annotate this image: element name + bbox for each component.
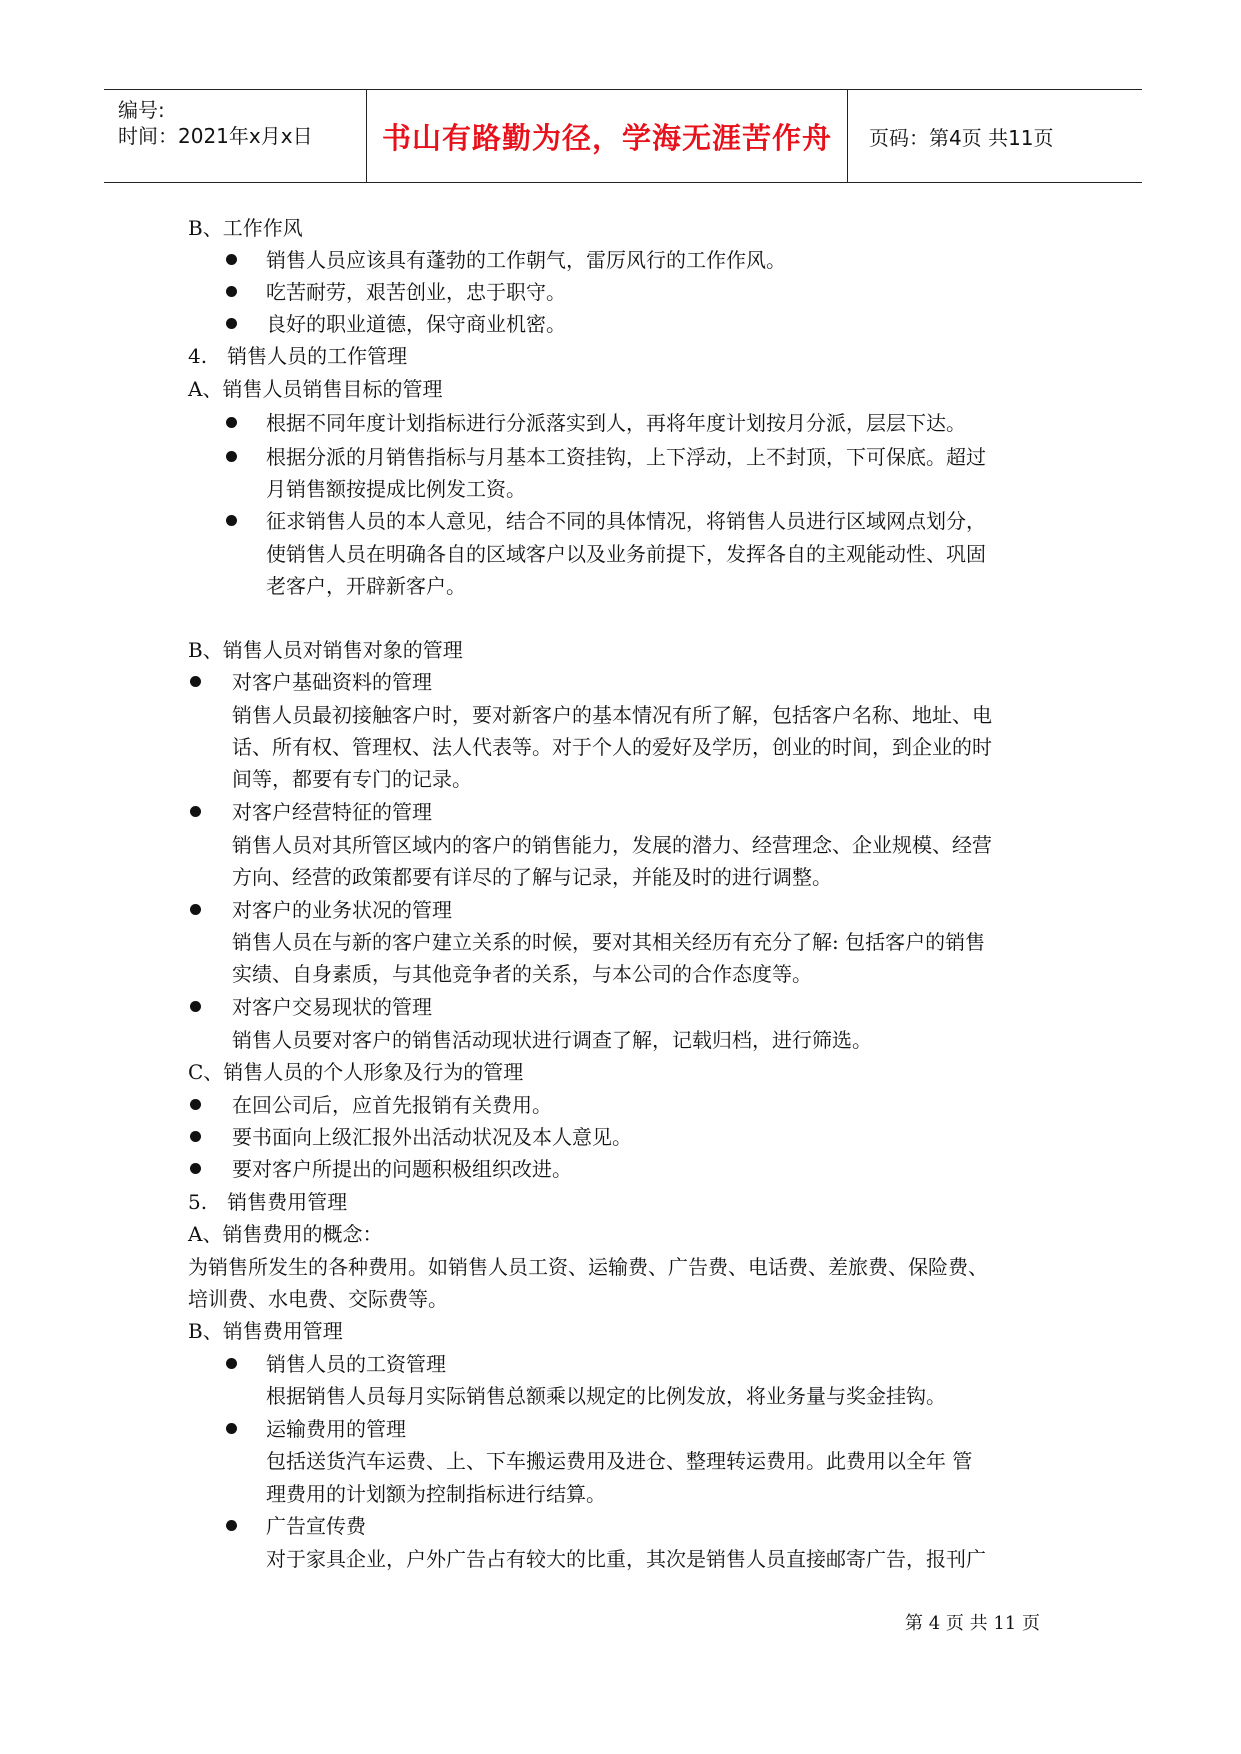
bullet-text: 吃苦耐劳，艰苦创业，忠于职守。 [266,280,566,304]
paragraph-line: 对于家具企业，户外广告占有较大的比重，其次是销售人员直接邮寄广告，报刊广 [266,1547,986,1571]
paragraph-line: 间等，都要有专门的记录。 [232,767,472,791]
bullet-icon [226,318,237,329]
paragraph-line: 培训费、水电费、交际费等。 [188,1287,448,1311]
bullet-icon [190,676,201,687]
bullet-text: 广告宣传费 [266,1514,366,1538]
paragraph-line: 为销售所发生的各种费用。如销售人员工资、运输费、广告费、电话费、差旅费、保险费、 [188,1255,988,1279]
section-heading: B、工作作风 [188,216,303,240]
bullet-text: 销售人员应该具有蓬勃的工作朝气，雷厉风行的工作作风。 [266,248,786,272]
section-heading: A、销售费用的概念： [188,1222,383,1246]
bullet-icon [190,1163,201,1174]
bullet-text: 良好的职业道德，保守商业机密。 [266,312,566,336]
bullet-text: 对客户交易现状的管理 [232,995,432,1019]
bullet-text: 运输费用的管理 [266,1417,406,1441]
document-time-label: 时间：2021年x月x日 [118,124,313,148]
paragraph-line: 销售人员最初接触客户时，要对新客户的基本情况有所了解，包括客户名称、地址、电 [232,703,992,727]
section-heading: 4. 销售人员的工作管理 [188,344,408,368]
bullet-text: 在回公司后，应首先报销有关费用。 [232,1093,552,1117]
paragraph-line: 根据销售人员每月实际销售总额乘以规定的比例发放，将业务量与奖金挂钩。 [266,1384,946,1408]
paragraph-line: 方向、经营的政策都要有详尽的了解与记录，并能及时的进行调整。 [232,865,832,889]
bullet-icon [226,1520,237,1531]
bullet-text: 销售人员的工资管理 [266,1352,446,1376]
paragraph-line: 实绩、自身素质，与其他竞争者的关系，与本公司的合作态度等。 [232,962,812,986]
bullet-icon [226,417,237,428]
bullet-icon [190,1099,201,1110]
bullet-icon [226,286,237,297]
header-page-number: 页码：第4页 共11页 [869,125,1054,150]
section-heading: A、销售人员销售目标的管理 [188,377,443,401]
paragraph-line: 销售人员对其所管区域内的客户的销售能力，发展的潜力、经营理念、企业规模、经营 [232,833,992,857]
bullet-icon [190,1001,201,1012]
bullet-text: 对客户基础资料的管理 [232,670,432,694]
section-heading: B、销售费用管理 [188,1319,343,1343]
footer-page-number: 第 4 页 共 11 页 [905,1613,1040,1634]
bullet-icon [190,806,201,817]
bullet-text: 要书面向上级汇报外出活动状况及本人意见。 [232,1125,632,1149]
section-heading: B、销售人员对销售对象的管理 [188,638,463,662]
bullet-text: 征求销售人员的本人意见，结合不同的具体情况，将销售人员进行区域网点划分， [266,509,986,533]
paragraph-line: 理费用的计划额为控制指标进行结算。 [266,1482,606,1506]
paragraph-line: 包括送货汽车运费、上、下车搬运费用及进仓、整理转运费用。此费用以全年 管 [266,1449,973,1473]
bullet-text: 要对客户所提出的问题积极组织改进。 [232,1157,572,1181]
bullet-text: 对客户经营特征的管理 [232,800,432,824]
bullet-text: 根据不同年度计划指标进行分派落实到人，再将年度计划按月分派，层层下达。 [266,411,966,435]
paragraph-line: 月销售额按提成比例发工资。 [266,477,526,501]
paragraph-line: 使销售人员在明确各自的区域客户以及业务前提下，发挥各自的主观能动性、巩固 [266,542,986,566]
motto-text: 书山有路勤为径，学海无涯苦作舟 [381,120,832,155]
paragraph-line: 话、所有权、管理权、法人代表等。对于个人的爱好及学历，创业的时间，到企业的时 [232,735,992,759]
document-number-label: 编号: [118,98,165,122]
paragraph-line: 老客户，开辟新客户。 [266,574,466,598]
section-heading: C、销售人员的个人形象及行为的管理 [188,1060,524,1084]
paragraph-line: 销售人员要对客户的销售活动现状进行调查了解，记载归档，进行筛选。 [232,1028,872,1052]
bullet-icon [226,515,237,526]
bullet-text: 对客户的业务状况的管理 [232,898,452,922]
bullet-icon [226,1423,237,1434]
section-heading: 5. 销售费用管理 [188,1190,348,1214]
bullet-icon [190,904,201,915]
bullet-text: 根据分派的月销售指标与月基本工资挂钩，上下浮动，上不封顶，下可保底。超过 [266,445,986,469]
bullet-icon [226,1358,237,1369]
paragraph-line: 销售人员在与新的客户建立关系的时候，要对其相关经历有充分了解: 包括客户的销售 [232,930,986,954]
bullet-icon [226,254,237,265]
bullet-icon [190,1131,201,1142]
bullet-icon [226,451,237,462]
